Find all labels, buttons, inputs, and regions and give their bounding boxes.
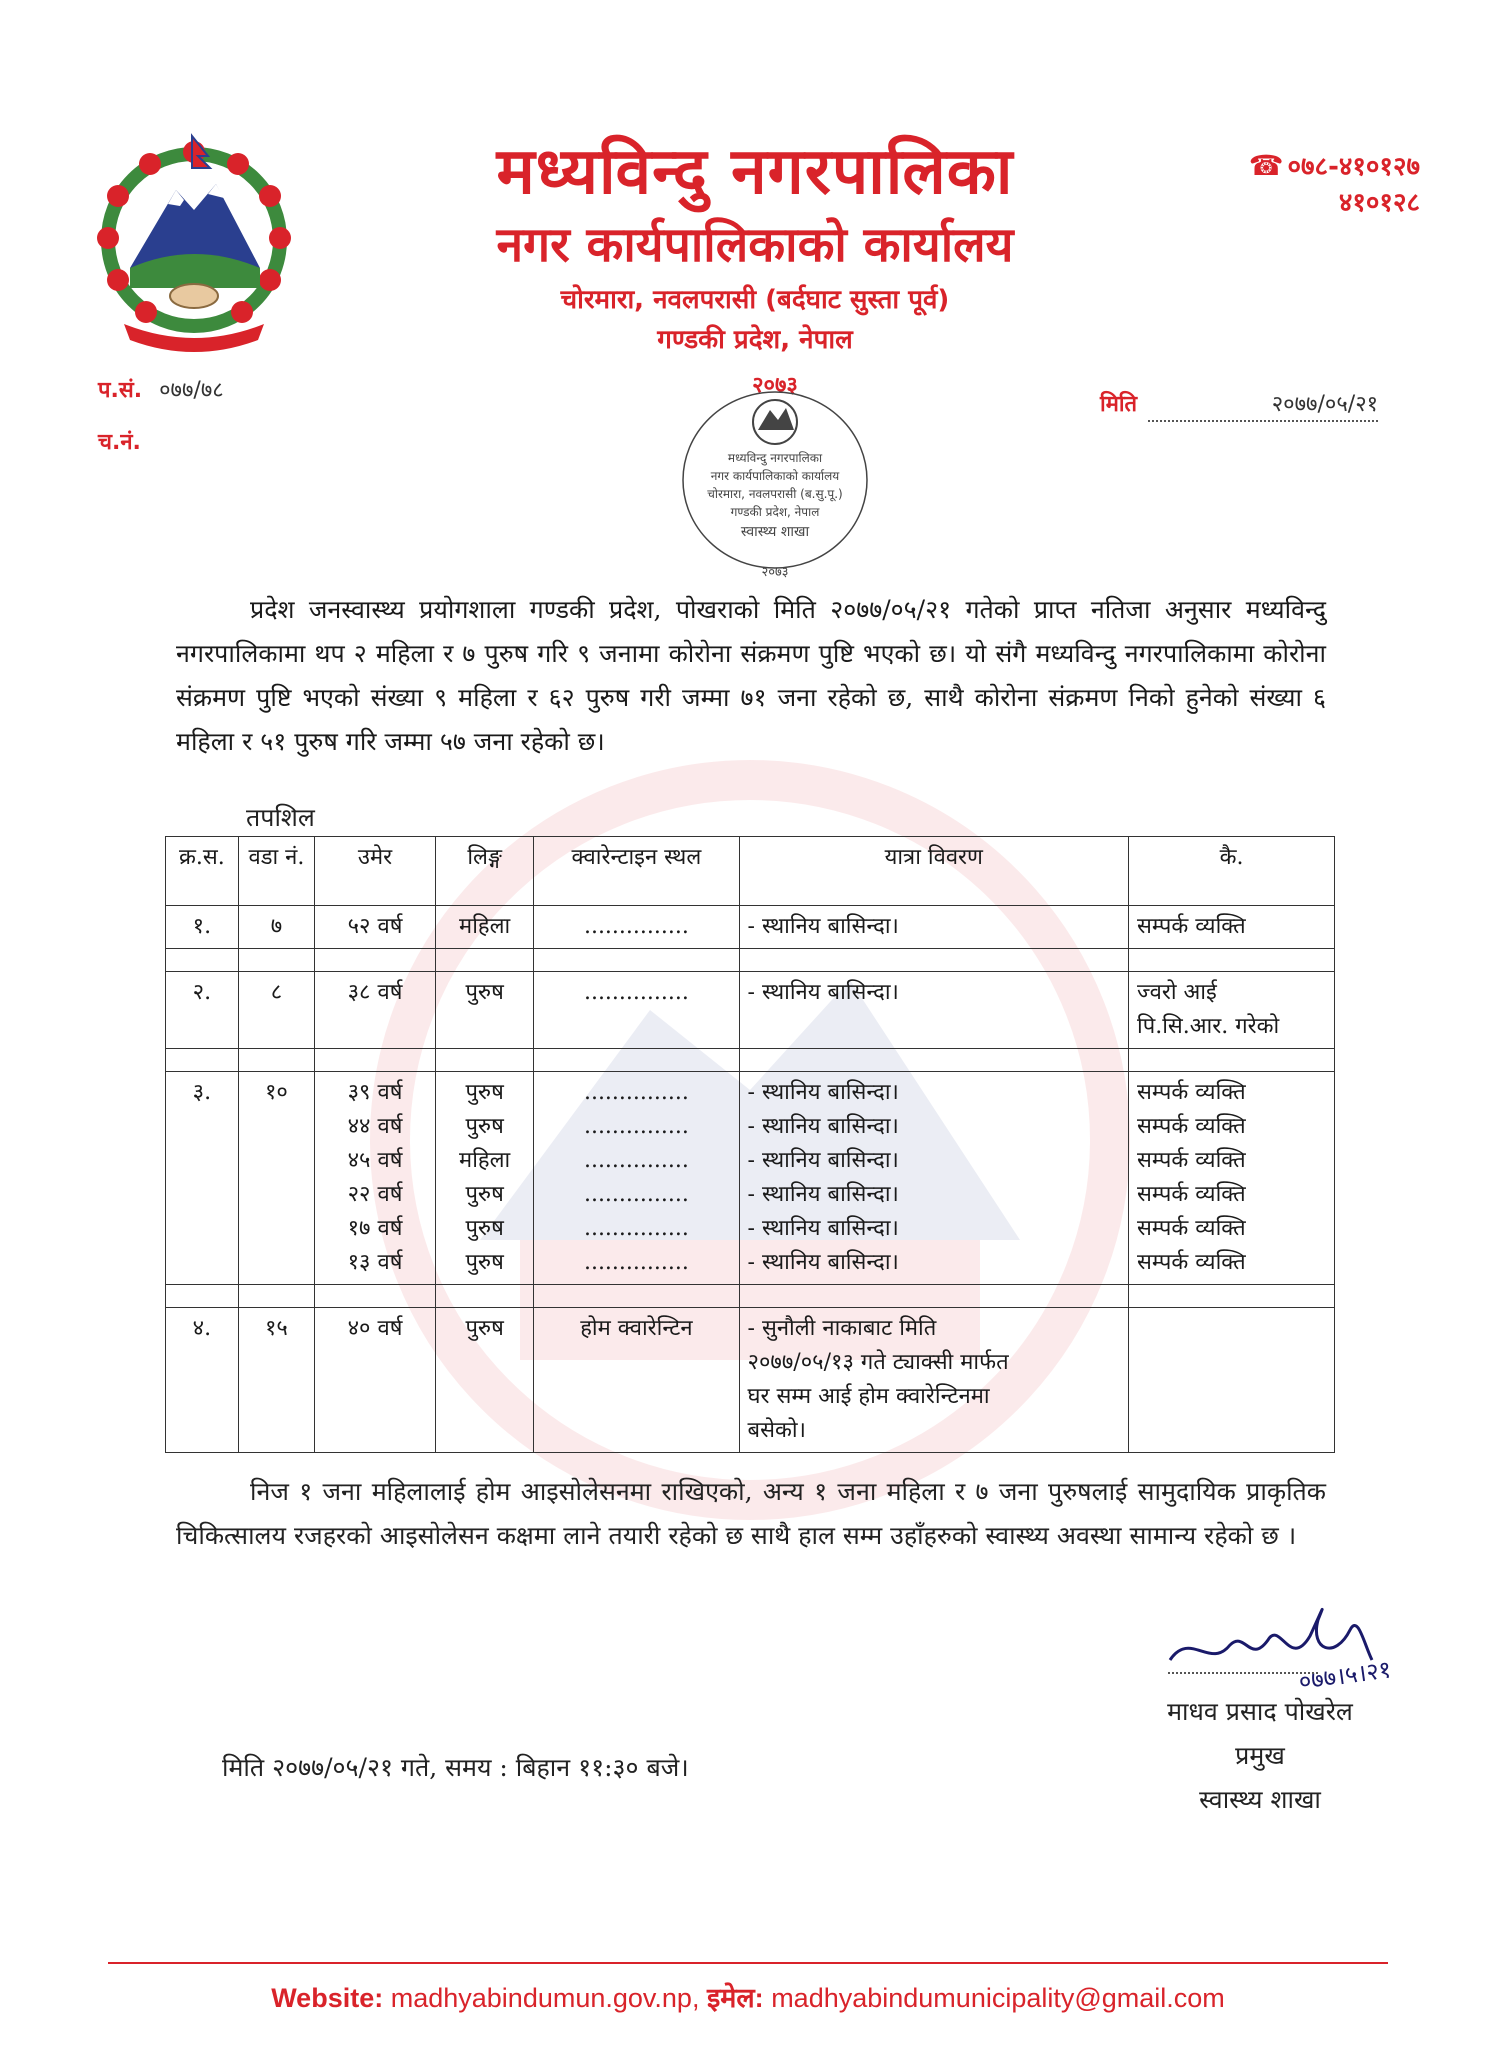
cell-remarks [1129, 972, 1335, 1049]
spacer-cell [1129, 949, 1335, 972]
letter-date-value: २०७७/०५/२१ [1148, 388, 1378, 422]
cell-gender-line: पुरुष [465, 1182, 504, 1207]
cell-remarks-line: सम्पर्क व्यक्ति [1137, 1216, 1246, 1241]
header-remarks: कै. [1129, 837, 1335, 906]
office-stamp [670, 370, 880, 590]
cell-gender-line: महिला [459, 1148, 511, 1173]
stamp-emblem-icon [753, 400, 797, 444]
table-row [166, 1308, 1335, 1453]
cell-remarks-line: सम्पर्क व्यक्ति [1137, 1114, 1246, 1139]
cell-gender [435, 906, 533, 949]
header-travel: यात्रा विवरण [739, 837, 1128, 906]
cell-travel-line: घर सम्म आई होम क्वारेन्टिनमा [747, 1384, 990, 1409]
date-label: मिति [1100, 392, 1138, 417]
stamp-line-5: स्वास्थ्य शाखा [740, 524, 810, 540]
cell-remarks [1129, 1072, 1335, 1285]
signatory-title: प्रमुख [1235, 1741, 1285, 1770]
cell-sn: ३. [166, 1072, 239, 1285]
table-row [166, 1072, 1335, 1285]
cell-sn: २. [166, 972, 239, 1049]
spacer-cell [315, 949, 436, 972]
cell-gender-line: पुरुष [465, 1216, 504, 1241]
cell-gender-line: पुरुष [465, 1114, 504, 1139]
header-gender: लिङ्ग [435, 837, 533, 906]
stamp-line-4: गण्डकी प्रदेश, नेपाल [730, 505, 820, 519]
table-header-row [166, 837, 1335, 906]
reference-number-row [98, 376, 224, 406]
cell-age-line: १३ वर्ष [347, 1250, 403, 1275]
cell-quarantine-line: ............... [583, 1250, 689, 1275]
cell-quarantine-line: ............... [583, 1182, 689, 1207]
cases-table [165, 836, 1335, 1453]
dispatch-number-row [98, 428, 151, 458]
cell-remarks-line: पि.सि.आर. गरेको [1137, 1014, 1280, 1039]
stamp-year-top: २०७३ [752, 373, 798, 398]
spacer-cell [1129, 1049, 1335, 1072]
stamp-line-3: चोरमारा, नवलपरासी (ब.सु.पू.) [707, 487, 843, 501]
cases-table-body [166, 906, 1335, 1453]
cell-travel-line: - स्थानिय बासिन्दा। [747, 980, 899, 1005]
ps-value: ०७७/७८ [159, 378, 224, 403]
handwritten-signature [1150, 1590, 1420, 1700]
cell-age [315, 1072, 436, 1285]
cell-remarks-line: सम्पर्क व्यक्ति [1137, 914, 1246, 939]
phone-block [1180, 148, 1420, 221]
cell-remarks-line: सम्पर्क व्यक्ति [1137, 1148, 1246, 1173]
spacer-cell [166, 1049, 239, 1072]
cell-travel [739, 1308, 1128, 1453]
footer-contact [108, 1978, 1388, 2015]
cell-age-line: ४० वर्ष [347, 1316, 403, 1341]
cell-gender [435, 1308, 533, 1453]
spacer-cell [166, 949, 239, 972]
spacer-cell [534, 949, 739, 972]
nepal-emblem-logo [88, 128, 300, 356]
spacer-cell [435, 1049, 533, 1072]
mountain-icon [130, 184, 260, 288]
spacer-cell [534, 1049, 739, 1072]
footer-divider [108, 1962, 1388, 1964]
cell-remarks-line: सम्पर्क व्यक्ति [1137, 1080, 1246, 1105]
cell-quarantine [534, 1072, 739, 1285]
cell-age-line: ३८ वर्ष [347, 980, 403, 1005]
cell-quarantine [534, 906, 739, 949]
details-heading: तपशिल [246, 803, 315, 832]
cell-age-line: २२ वर्ष [347, 1182, 403, 1207]
cell-sn: ४. [166, 1308, 239, 1453]
spacer-cell [238, 949, 314, 972]
office-address: चोरमारा, नवलपरासी (बर्दघाट सुस्ता पूर्व) [560, 285, 950, 315]
cell-quarantine [534, 972, 739, 1049]
spacer-cell [315, 1285, 436, 1308]
cell-travel-line: - स्थानिय बासिन्दा। [747, 914, 899, 939]
cell-travel-line: - स्थानिय बासिन्दा। [747, 1182, 899, 1207]
signature-dotted-line [1168, 1672, 1318, 1674]
ps-label: प.सं. [98, 378, 143, 403]
cell-quarantine-line: ............... [583, 1216, 689, 1241]
row-spacer [166, 1285, 1335, 1308]
spacer-cell [739, 1049, 1128, 1072]
spacer-cell [739, 1285, 1128, 1308]
cell-gender-line: पुरुष [465, 1080, 504, 1105]
cell-remarks-line: सम्पर्क व्यक्ति [1137, 1250, 1246, 1275]
cell-age-line: १७ वर्ष [347, 1216, 403, 1241]
issue-date-time: मिति २०७७/०५/२१ गते, समय : बिहान ११:३० बजे। [222, 1753, 689, 1782]
stamp-line-2: नगर कार्यपालिकाको कार्यालय [710, 469, 840, 483]
cell-travel-line: बसेको। [747, 1418, 806, 1443]
cell-quarantine-line: ............... [583, 980, 689, 1005]
cell-quarantine [534, 1308, 739, 1453]
cn-label: च.नं. [98, 430, 141, 455]
closing-paragraph: निज १ जना महिलालाई होम आइसोलेसनमा राखिएको, अन्य १ जना महिला र ७ जना पुरुषलाई सामुदायिक प्राकृतिक चिकित्सालय रजहरको आइसोलेसन कक्षमा लाने तयारी रहेको छ साथै हाल सम्म उहाँहरुको स्वास्थ्य अवस्था सामान्य रहेको छ । [176, 1477, 1326, 1550]
office-name: नगर कार्यपालिकाको कार्यालय [496, 217, 1014, 273]
cell-travel [739, 906, 1128, 949]
signatory-department: स्वास्थ्य शाखा [1199, 1785, 1321, 1814]
cell-gender-line: पुरुष [465, 980, 504, 1005]
website-link[interactable]: madhyabindumun.gov.np, [390, 1983, 700, 2013]
cell-age-line: ५२ वर्ष [347, 914, 403, 939]
spacer-cell [739, 949, 1128, 972]
cell-remarks-line: ज्वरो आई [1137, 980, 1217, 1005]
cell-travel-line: - सुनौली नाकाबाट मिति [747, 1316, 937, 1341]
phone-number-2: ४१०१२८ [1338, 188, 1420, 218]
email-label: इमेल: [706, 1983, 764, 2013]
signature-date: ०७७।५।२१ [1296, 1655, 1394, 1696]
cell-quarantine-line: ............... [583, 1080, 689, 1105]
cell-ward: १० [238, 1072, 314, 1285]
cell-gender-line: पुरुष [465, 1316, 504, 1341]
telephone-icon: ☎ [1248, 149, 1284, 182]
header-age: उमेर [315, 837, 436, 906]
cell-ward: १५ [238, 1308, 314, 1453]
phone-number-1: ०७८-४१०१२७ [1287, 152, 1420, 182]
header-quarantine: क्वारेन्टाइन स्थल [534, 837, 739, 906]
cell-gender-line: पुरुष [465, 1250, 504, 1275]
cell-remarks-line: सम्पर्क व्यक्ति [1137, 1182, 1246, 1207]
row-spacer [166, 1049, 1335, 1072]
cell-remarks [1129, 906, 1335, 949]
signatory-name: माधव प्रसाद पोखरेल [1167, 1697, 1353, 1726]
cell-travel-line: - स्थानिय बासिन्दा। [747, 1250, 899, 1275]
cell-ward: ७ [238, 906, 314, 949]
table-row [166, 906, 1335, 949]
cell-travel-line: २०७७/०५/१३ गते ट्याक्सी मार्फत [747, 1350, 1009, 1375]
cell-gender [435, 972, 533, 1049]
spacer-cell [435, 1285, 533, 1308]
header-ward: वडा नं. [238, 837, 314, 906]
cell-quarantine-line: ............... [583, 914, 689, 939]
letter-date-row [1100, 388, 1400, 422]
website-label: Website: [271, 1983, 384, 2013]
table-row [166, 972, 1335, 1049]
cell-age-line: ४४ वर्ष [347, 1114, 403, 1139]
cell-gender [435, 1072, 533, 1285]
stamp-year-bottom: २०७३ [761, 565, 789, 580]
cell-age [315, 1308, 436, 1453]
cell-quarantine-line: ............... [583, 1114, 689, 1139]
row-spacer [166, 949, 1335, 972]
cell-quarantine-line: होम क्वारेन्टिन [580, 1316, 693, 1341]
cell-gender-line: महिला [459, 914, 511, 939]
spacer-cell [435, 949, 533, 972]
cell-travel-line: - स्थानिय बासिन्दा। [747, 1148, 899, 1173]
email-link[interactable]: madhyabindumunicipality@gmail.com [771, 1983, 1225, 2013]
spacer-cell [166, 1285, 239, 1308]
cell-quarantine-line: ............... [583, 1148, 689, 1173]
cell-age-line: ३९ वर्ष [347, 1080, 403, 1105]
cell-travel-line: - स्थानिय बासिन्दा। [747, 1216, 899, 1241]
spacer-cell [315, 1049, 436, 1072]
spacer-cell [534, 1285, 739, 1308]
cell-age [315, 972, 436, 1049]
cell-sn: १. [166, 906, 239, 949]
header-sn: क्र.स. [166, 837, 239, 906]
cell-travel-line: - स्थानिय बासिन्दा। [747, 1114, 899, 1139]
cell-ward: ८ [238, 972, 314, 1049]
cell-age [315, 906, 436, 949]
spacer-cell [238, 1285, 314, 1308]
cell-remarks [1129, 1308, 1335, 1453]
main-paragraph: प्रदेश जनस्वास्थ्य प्रयोगशाला गण्डकी प्रदेश, पोखराको मिति २०७७/०५/२१ गतेको प्राप्त नतिजा अनुसार मध्यविन्दु नगरपालिकामा थप २ महिला र ७ पुरुष गरि ९ जनामा कोरोना संक्रमण पुष्टि भएको छ। यो संगै मध्यविन्दु नगरपालिकामा कोरोना संक्रमण पुष्टि भएको संख्या ९ महिला र ६२ पुरुष गरी जम्मा ७१ जना रहेको छ, साथै कोरोना संक्रमण निको हुनेको संख्या ६ महिला र ५१ पुरुष गरि जम्मा ५७ जना रहेको छ। [176, 595, 1326, 756]
stamp-line-1: मध्यविन्दु नगरपालिका [727, 451, 823, 465]
province-line: गण्डकी प्रदेश, नेपाल [657, 325, 853, 355]
cell-age-line: ४५ वर्ष [347, 1148, 403, 1173]
signatory-block [1110, 1690, 1410, 1822]
spacer-cell [1129, 1285, 1335, 1308]
cell-travel-line: - स्थानिय बासिन्दा। [747, 1080, 899, 1105]
municipality-name: मध्यविन्दु नगरपालिका [496, 135, 1014, 209]
handshake-icon [170, 284, 218, 308]
cell-travel [739, 1072, 1128, 1285]
cell-travel [739, 972, 1128, 1049]
spacer-cell [238, 1049, 314, 1072]
